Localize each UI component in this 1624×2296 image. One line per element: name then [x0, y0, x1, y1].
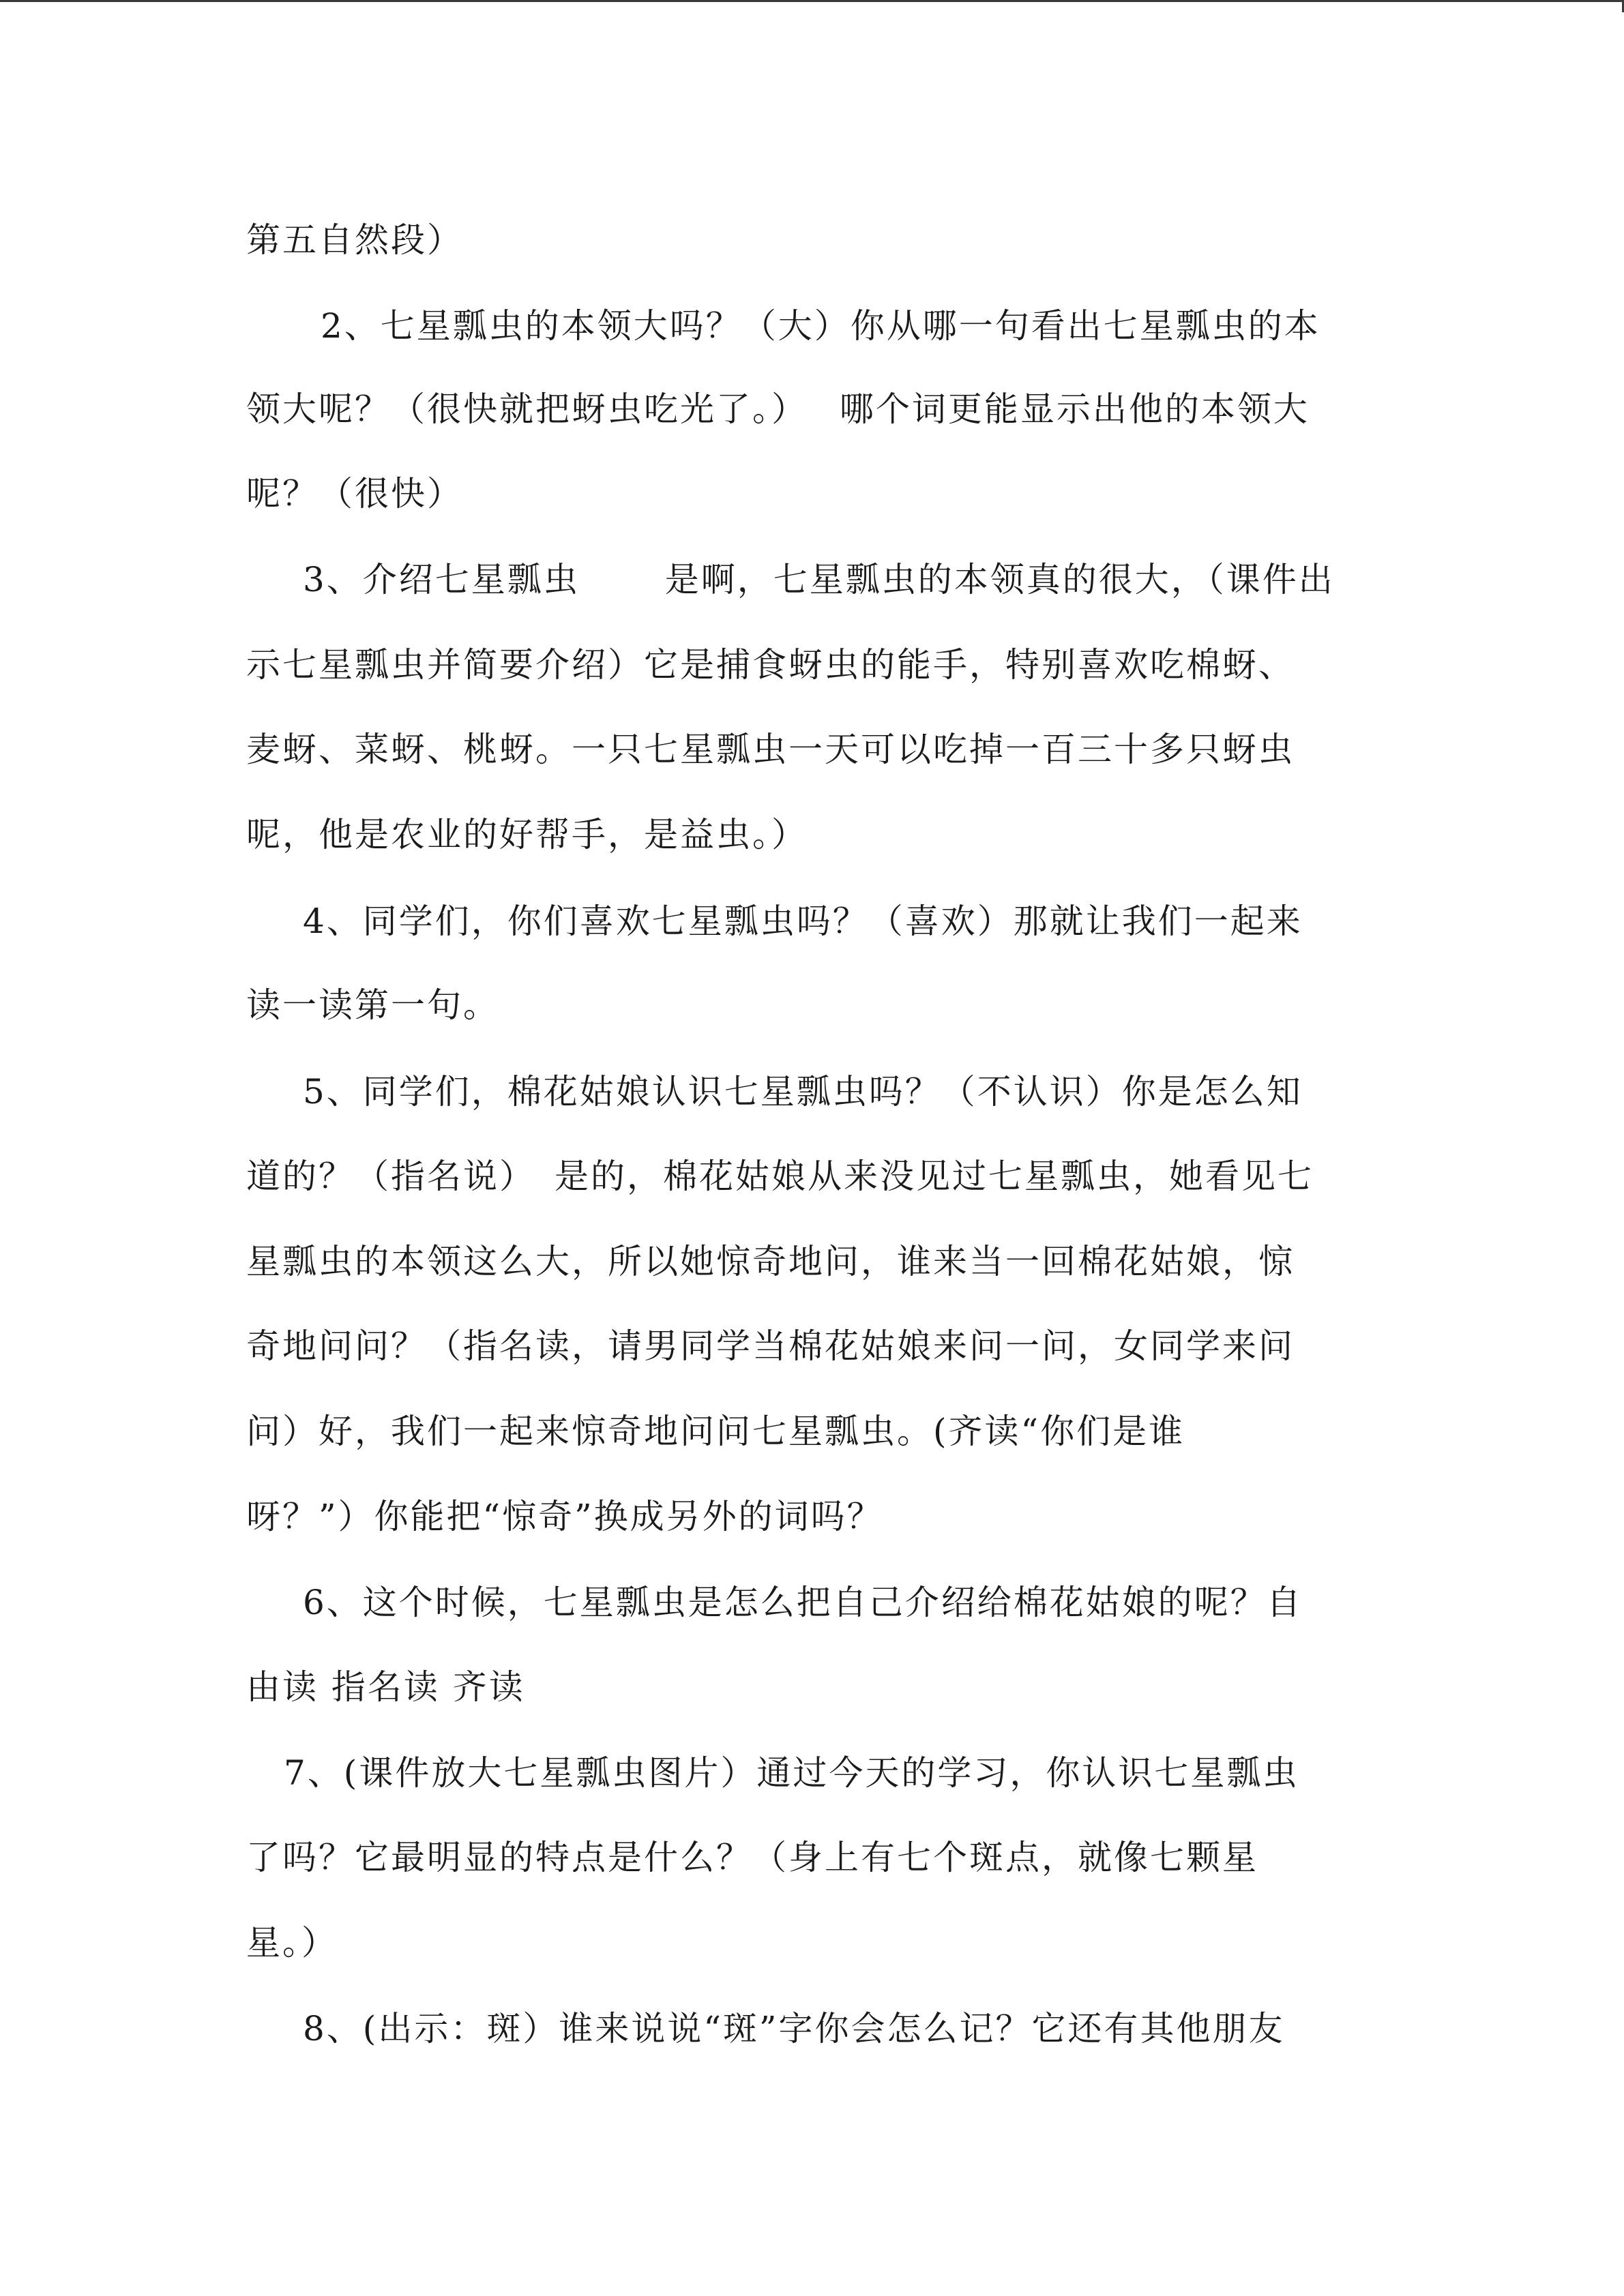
text-line: 7、(课件放大七星瓢虫图片）通过今天的学习，你认识七星瓢虫	[284, 1753, 1299, 1793]
text-line: 星瓢虫的本领这么大，所以她惊奇地问，谁来当一回棉花姑娘，惊	[246, 1242, 1295, 1281]
text-line: 2、七星瓢虫的本领大吗？（大）你从哪一句看出七星瓢虫的本	[321, 306, 1320, 346]
text-line: 5、同学们，棉花姑娘认识七星瓢虫吗？（不认识）你是怎么知	[303, 1072, 1303, 1112]
text-line: 了吗？它最明显的特点是什么？（身上有七个斑点，就像七颗星	[246, 1838, 1258, 1877]
text-line: 第五自然段）	[246, 220, 463, 260]
text-line: 领大呢？（很快就把蚜虫吃光了。） 哪个词更能显示出他的本领大	[246, 389, 1310, 429]
text-line: 示七星瓢虫并简要介绍）它是捕食蚜虫的能手，特别喜欢吃棉蚜、	[246, 645, 1295, 685]
page-top-border	[0, 0, 1624, 2]
text-line: 读一读第一句。	[246, 985, 499, 1025]
text-line: 道的？（指名说） 是的，棉花姑娘从来没见过七星瓢虫，她看见七	[246, 1157, 1314, 1196]
text-line: 呢，他是农业的好帮手，是益虫。）	[246, 815, 808, 854]
text-line: 麦蚜、菜蚜、桃蚜。一只七星瓢虫一天可以吃掉一百三十多只蚜虫	[246, 730, 1295, 769]
text-line: 由读 指名读 齐读	[246, 1667, 525, 1707]
text-line: 星。）	[246, 1923, 338, 1963]
text-line: 6、这个时候，七星瓢虫是怎么把自己介绍给棉花姑娘的呢？自	[303, 1583, 1303, 1622]
text-line: 问）好，我们一起来惊奇地问问七星瓢虫。(齐读“你们是谁	[246, 1412, 1185, 1451]
text-line: 呀？”）你能把“惊奇”换成另外的词吗？	[246, 1497, 883, 1536]
text-line: 8、(出示：斑）谁来说说“斑”字你会怎么记？它还有其他朋友	[303, 2009, 1285, 2048]
text-line: 4、同学们，你们喜欢七星瓢虫吗？（喜欢）那就让我们一起来	[303, 901, 1303, 941]
text-line: 3、介绍七星瓢虫 是啊，七星瓢虫的本领真的很大，（课件出	[303, 560, 1335, 599]
text-line: 呢？（很快）	[246, 474, 463, 513]
text-line: 奇地问问？（指名读，请男同学当棉花姑娘来问一问，女同学来问	[246, 1326, 1295, 1366]
